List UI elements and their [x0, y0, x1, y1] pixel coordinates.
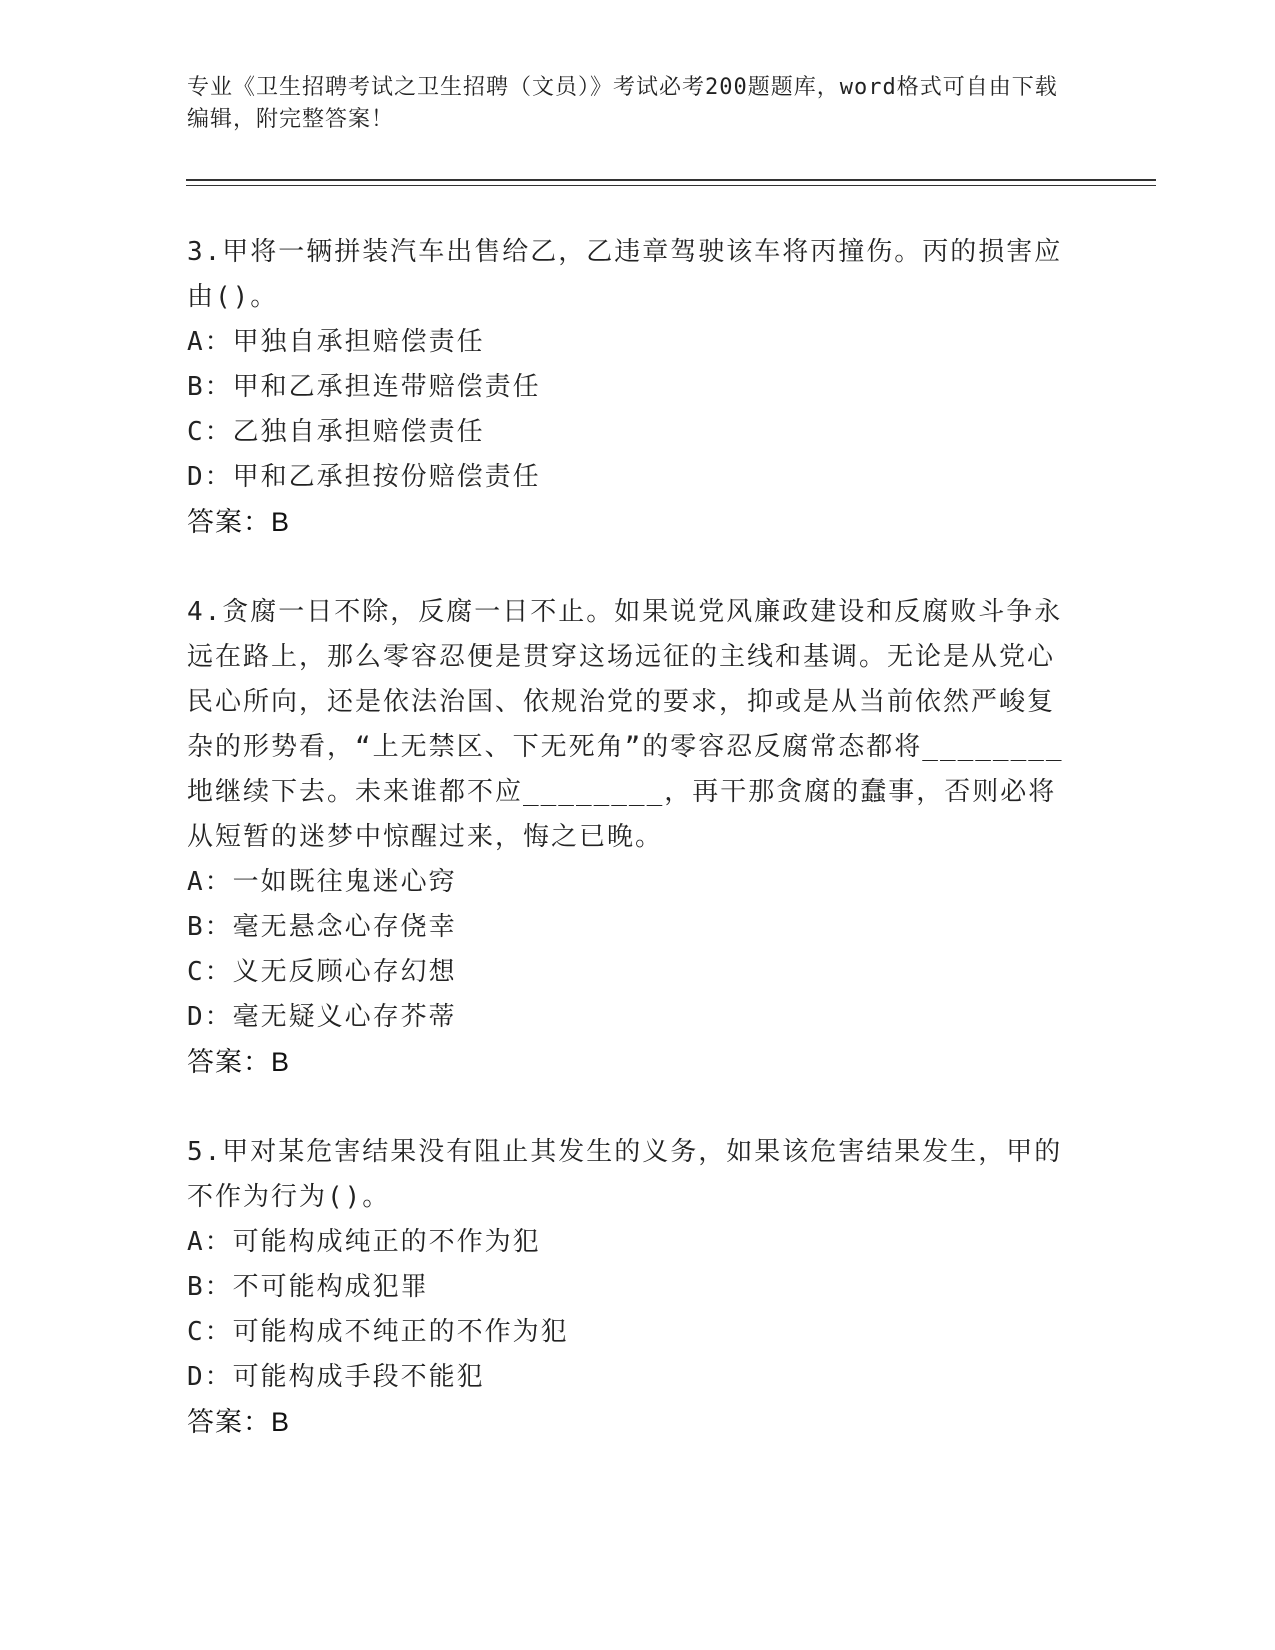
answer-line: 答案：B — [187, 1047, 291, 1077]
option-d: D：甲和乙承担按份赔偿责任 — [187, 462, 541, 492]
option-c: C：乙独自承担赔偿责任 — [187, 417, 485, 447]
question-text: 3.甲将一辆拼装汽车出售给乙，乙违章驾驶该车将丙撞伤。丙的损害应由()。 — [187, 237, 1063, 312]
question-block — [187, 1130, 1067, 1445]
option-a: A：一如既往鬼迷心窍 — [187, 867, 457, 897]
question-block — [187, 590, 1067, 1085]
option-c: C：可能构成不纯正的不作为犯 — [187, 1317, 569, 1347]
answer-line: 答案：B — [187, 507, 291, 537]
question-text: 5.甲对某危害结果没有阻止其发生的义务，如果该危害结果发生，甲的不作为行为()。 — [187, 1137, 1063, 1212]
option-a: A：可能构成纯正的不作为犯 — [187, 1227, 541, 1257]
option-a: A：甲独自承担赔偿责任 — [187, 327, 485, 357]
option-b: B：甲和乙承担连带赔偿责任 — [187, 372, 541, 402]
header-divider — [186, 179, 1156, 181]
document-header: 专业《卫生招聘考试之卫生招聘（文员）》考试必考200题题库，word格式可自由下载编辑，附完整答案！ — [187, 75, 1058, 132]
answer-line: 答案：B — [187, 1407, 291, 1437]
option-c: C：义无反顾心存幻想 — [187, 957, 457, 987]
question-text: 4.贪腐一日不除，反腐一日不止。如果说党风廉政建设和反腐败斗争永远在路上，那么零容忍便是贯穿这场远征的主线和基调。无论是从党心民心所向，还是依法治国、依规治党的要求，抑或是从当前依然严峻复杂的形势看，“上无禁区、下无死角”的零容忍反腐常态都将________地继续下去。未来谁都不应________，再干那贪腐的蠢事，否则必将从短暂的迷梦中惊醒过来，悔之已晚。 — [187, 597, 1064, 852]
option-b: B：不可能构成犯罪 — [187, 1272, 429, 1302]
option-b: B：毫无悬念心存侥幸 — [187, 912, 457, 942]
question-list — [187, 230, 1067, 1490]
option-d: D：可能构成手段不能犯 — [187, 1362, 485, 1392]
option-d: D：毫无疑义心存芥蒂 — [187, 1002, 457, 1032]
question-block — [187, 230, 1067, 545]
header-divider-thin — [186, 185, 1156, 186]
